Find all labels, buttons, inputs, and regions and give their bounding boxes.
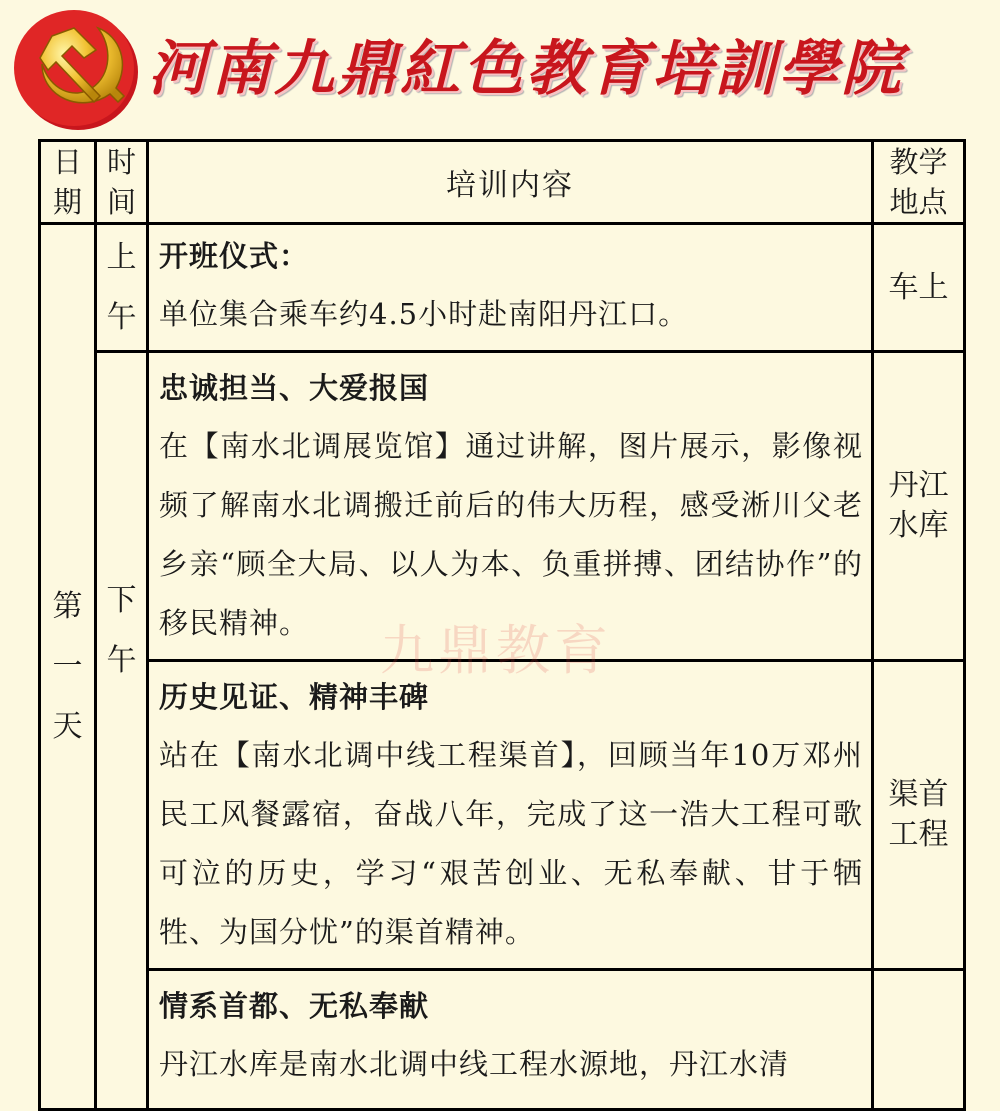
afternoon-block-1-body: 在【南水北调展览馆】通过讲解，图片展示，影像视频了解南水北调搬迁前后的伟大历程，感受淅川父老乡亲“顾全大局、以人为本、负重拼搏、团结协作”的移民精神。	[159, 429, 863, 640]
morning-block	[149, 225, 871, 350]
afternoon-block-3-title: 情系首都、无私奉献	[159, 989, 430, 1023]
afternoon-block-1-location: 丹江水库	[888, 468, 949, 543]
afternoon-block-2-title: 历史见证、精神丰碑	[159, 680, 430, 714]
brand-title: 河南九鼎紅色教育培訓學院	[148, 34, 904, 104]
morning-body: 单位集合乘车约4.5小时赴南阳丹江口。	[159, 297, 689, 331]
morning-location: 车上	[888, 269, 949, 305]
morning-period: 上午	[106, 239, 137, 335]
page-header	[0, 0, 1000, 138]
morning-row	[40, 224, 965, 352]
afternoon-row-3	[40, 970, 965, 1110]
header-content: 培训内容	[446, 168, 574, 203]
afternoon-block-3-body: 丹江水库是南水北调中线工程水源地，丹江水清	[159, 1047, 790, 1081]
morning-period-cell	[96, 224, 148, 352]
afternoon-block-3	[149, 971, 871, 1100]
afternoon-period: 下午	[106, 582, 137, 678]
header-date: 日期	[52, 145, 82, 219]
header-location-cell	[873, 141, 965, 224]
morning-title: 开班仪式：	[159, 239, 310, 273]
schedule-table	[38, 139, 966, 1111]
afternoon-block-2-location: 渠首工程	[888, 777, 949, 852]
afternoon-block-2	[149, 662, 871, 968]
afternoon-block-3-cell	[148, 970, 873, 1110]
day-label: 第一天	[52, 588, 83, 744]
header-row	[40, 141, 965, 224]
morning-location-cell	[873, 224, 965, 352]
afternoon-block-1-location-cell	[873, 352, 965, 661]
day-cell	[40, 224, 96, 1110]
afternoon-block-1-title: 忠诚担当、大爱报国	[159, 371, 430, 405]
afternoon-block-1	[149, 353, 871, 659]
party-emblem-icon	[12, 6, 140, 134]
afternoon-row-1	[40, 352, 965, 661]
afternoon-block-2-body: 站在【南水北调中线工程渠首】，回顾当年10万邓州民工风餐露宿，奋战八年，完成了这一浩大工程可歌可泣的历史，学习“艰苦创业、无私奉献、甘于牺牲、为国分忧”的渠首精神。	[159, 738, 863, 949]
morning-content-cell	[148, 224, 873, 352]
header-date-cell	[40, 141, 96, 224]
afternoon-block-3-location-cell	[873, 970, 965, 1110]
watermark: 九鼎教育	[380, 619, 612, 682]
header-time-cell	[96, 141, 148, 224]
afternoon-period-cell	[96, 352, 148, 1110]
afternoon-block-2-cell	[148, 661, 873, 970]
header-content-cell	[148, 141, 873, 224]
header-time: 时间	[106, 145, 136, 219]
header-location: 教学地点	[889, 145, 948, 219]
afternoon-block-1-cell	[148, 352, 873, 661]
afternoon-block-2-location-cell	[873, 661, 965, 970]
afternoon-row-2	[40, 661, 965, 970]
